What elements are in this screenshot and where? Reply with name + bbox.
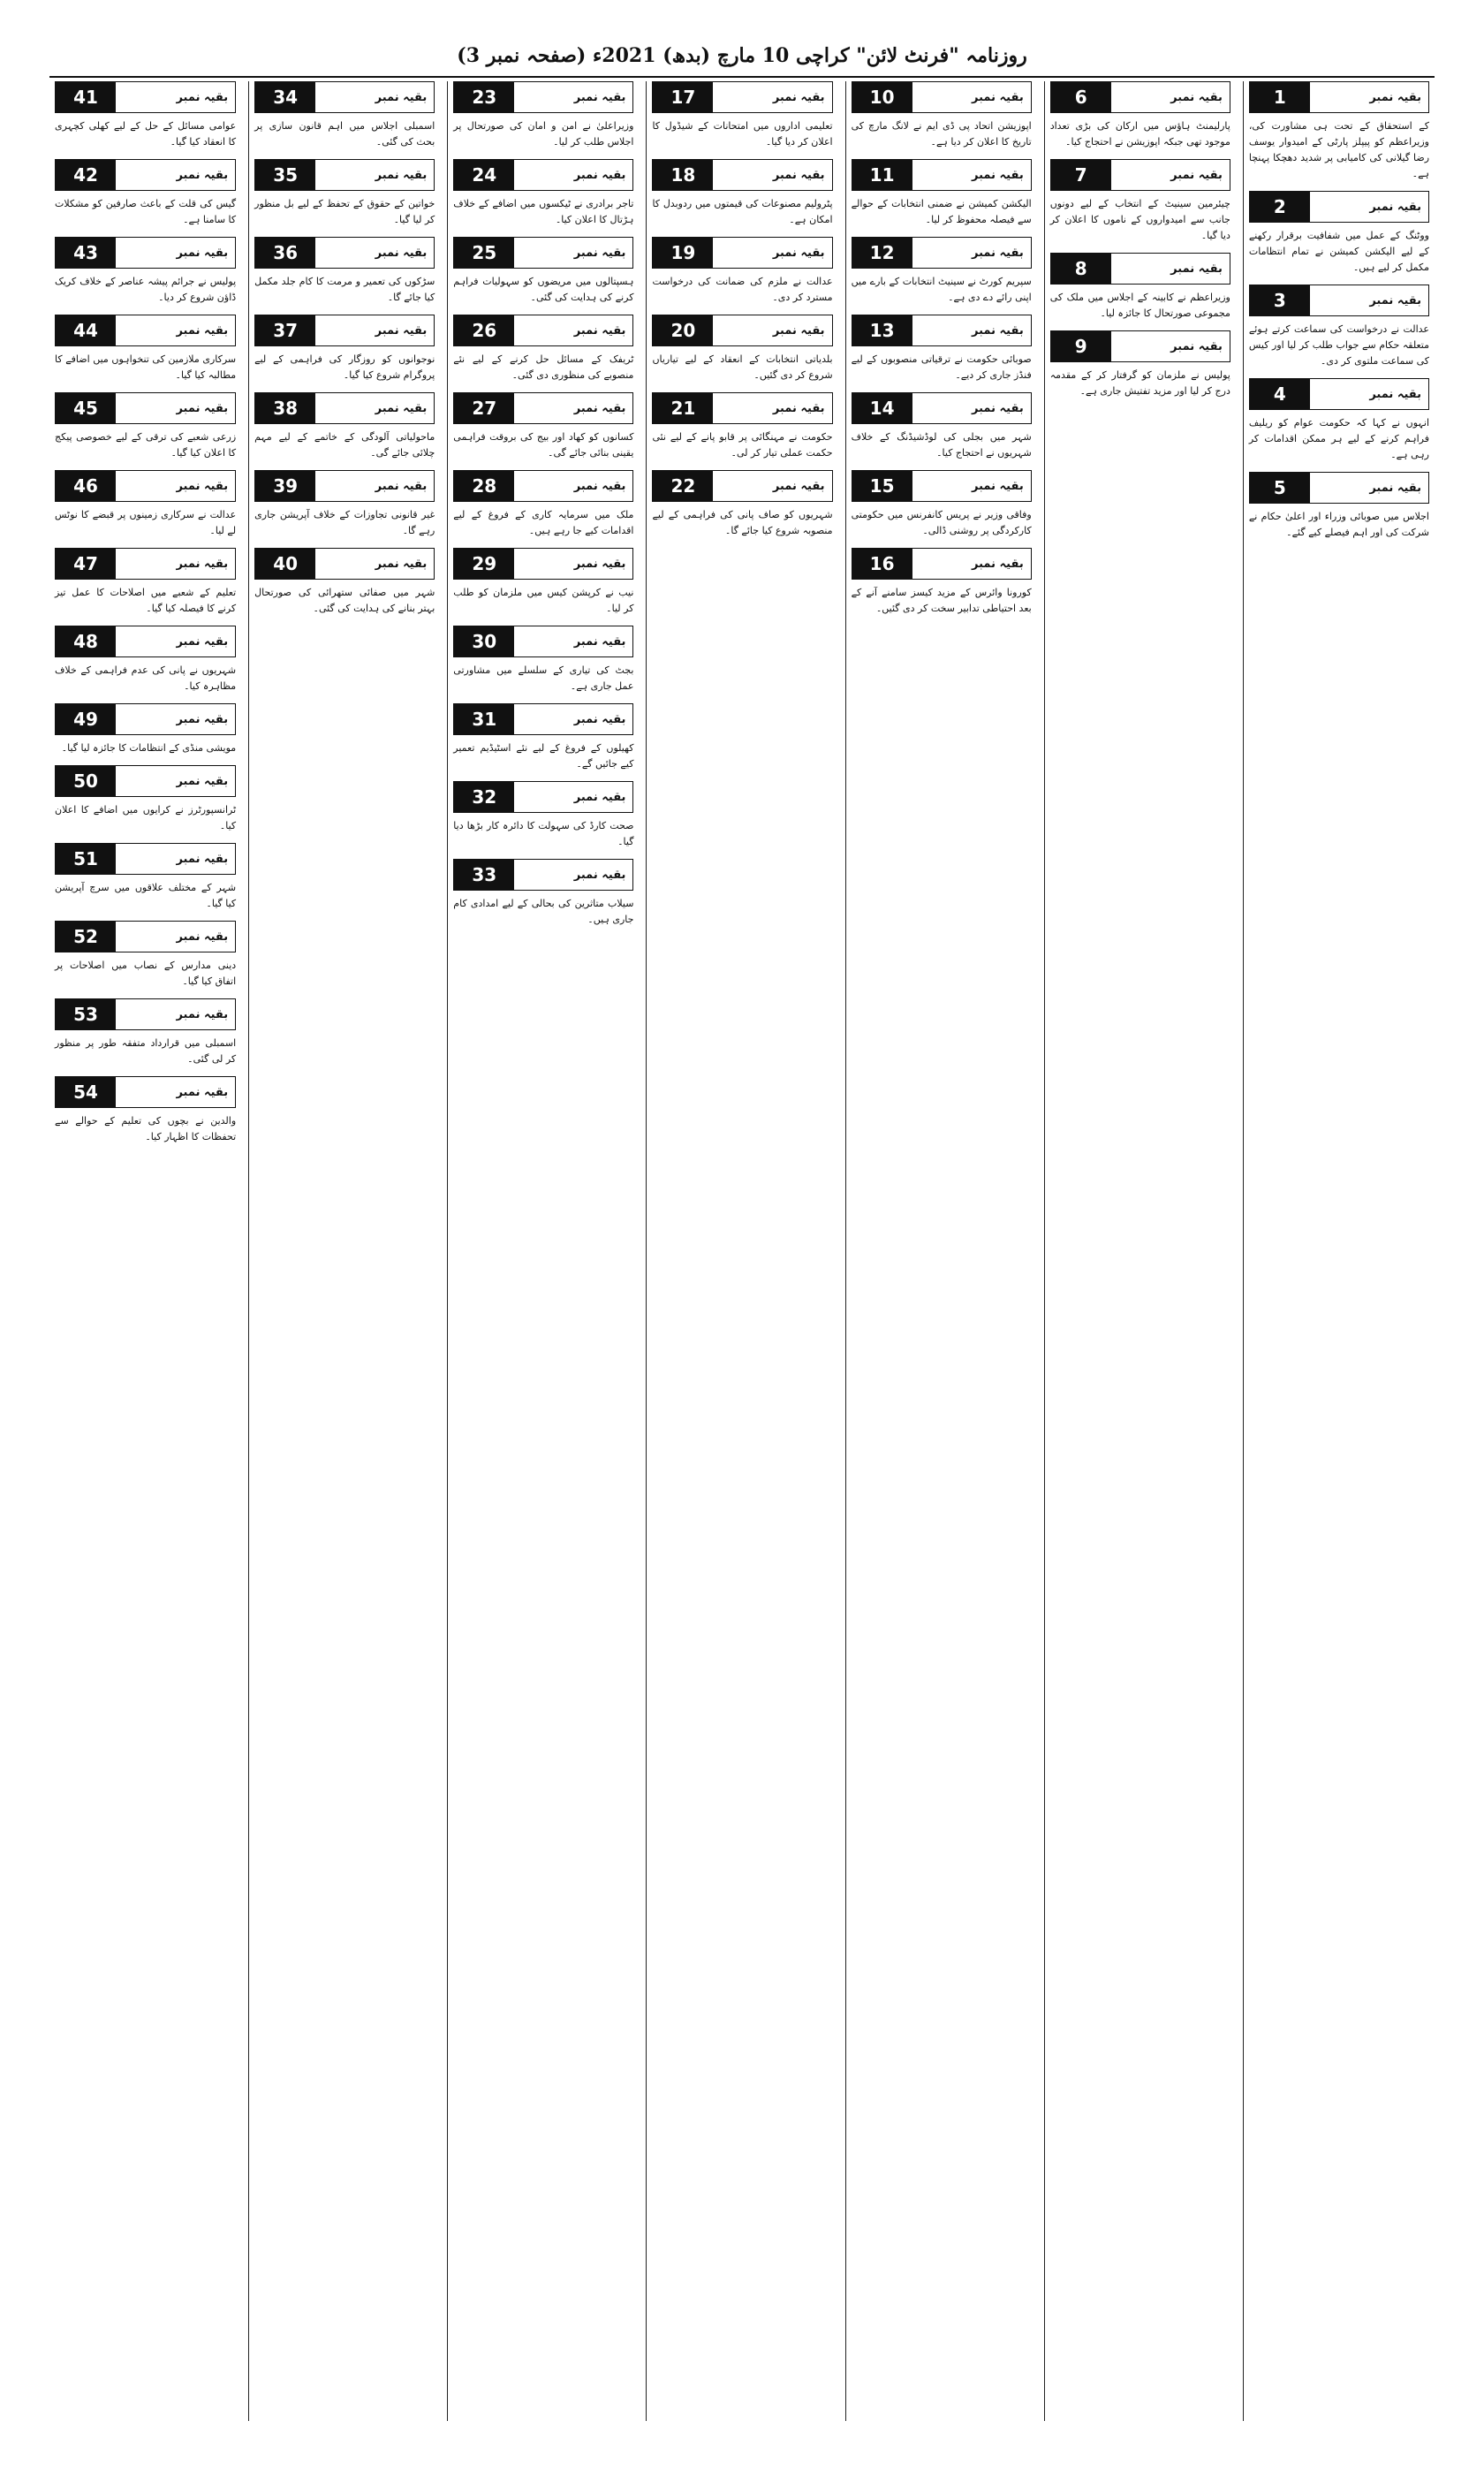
continuation-label: بقیہ نمبر xyxy=(1369,481,1421,495)
continuation-text: اپوزیشن اتحاد پی ڈی ایم نے لانگ مارچ کی تاریخ کا اعلان کر دیا ہے۔ xyxy=(851,120,1032,148)
continuation-header xyxy=(453,81,633,113)
continuation-text: کے استحقاق کے تحت ہی مشاورت کی، وزیراعظم کو پیپلز پارٹی کے امیدوار یوسف رضا گیلانی کی کامیابی پر شدید دھچکا پہنچا ہے۔ xyxy=(1248,120,1429,179)
continuation-label: بقیہ نمبر xyxy=(176,323,229,338)
continuation-header xyxy=(1249,472,1429,504)
continuation-box xyxy=(652,237,832,306)
continuation-header xyxy=(652,81,832,113)
continuation-text: بجٹ کی تیاری کے سلسلے میں مشاورتی عمل جاری ہے۔ xyxy=(453,664,634,692)
continuation-text: عدالت نے درخواست کی سماعت کرتے ہوئے متعلقہ حکام سے جواب طلب کر لیا اور کیس کی سماعت ملتوی کر دی۔ xyxy=(1248,323,1429,367)
continuation-text: وزیراعلیٰ نے امن و امان کی صورتحال پر اجلاس طلب کر لیا۔ xyxy=(453,120,634,148)
continuation-box xyxy=(453,392,633,461)
continuation-box xyxy=(1249,191,1429,276)
continuation-box xyxy=(1249,472,1429,541)
continuation-header xyxy=(254,315,435,346)
continuation-text: عوامی مسائل کے حل کے لیے کھلی کچہری کا انعقاد کیا گیا۔ xyxy=(55,120,237,148)
continuation-header xyxy=(453,781,633,813)
continuation-number: 45 xyxy=(56,393,116,423)
news-column xyxy=(1243,81,1435,2421)
continuation-box xyxy=(1249,378,1429,463)
continuation-text: کھیلوں کے فروغ کے لیے نئے اسٹیڈیم تعمیر کیے جائیں گے۔ xyxy=(453,742,634,770)
continuation-label: بقیہ نمبر xyxy=(573,790,626,804)
continuation-header xyxy=(453,470,633,502)
continuation-box xyxy=(55,703,236,756)
continuation-header xyxy=(852,237,1032,269)
continuation-header xyxy=(55,159,236,191)
continuation-text: صوبائی حکومت نے ترقیاتی منصوبوں کے لیے فنڈز جاری کر دیے۔ xyxy=(851,353,1032,381)
continuation-label: بقیہ نمبر xyxy=(176,246,229,260)
continuation-header xyxy=(254,237,435,269)
continuation-text: کورونا وائرس کے مزید کیسز سامنے آنے کے بعد احتیاطی تدابیر سخت کر دی گئیں۔ xyxy=(851,587,1032,614)
continuation-number: 39 xyxy=(255,471,315,501)
continuation-header xyxy=(1050,330,1230,362)
continuation-label: بقیہ نمبر xyxy=(375,246,428,260)
continuation-text: اسمبلی اجلاس میں اہم قانون سازی پر بحث کی گئی۔ xyxy=(254,120,435,148)
continuation-box xyxy=(55,159,236,228)
continuation-box xyxy=(453,470,633,539)
continuation-number: 14 xyxy=(852,393,912,423)
continuation-header xyxy=(852,548,1032,580)
continuation-text: وفاقی وزیر نے پریس کانفرنس میں حکومتی کارکردگی پر روشنی ڈالی۔ xyxy=(851,509,1032,536)
continuation-number: 53 xyxy=(56,999,116,1029)
page-title: روزنامہ "فرنٹ لائن" کراچی 10 مارچ (بدھ) 2021ء (صفحہ نمبر 3) xyxy=(457,44,1027,67)
continuation-number: 12 xyxy=(852,238,912,268)
continuation-box xyxy=(1050,330,1230,399)
continuation-text: ووٹنگ کے عمل میں شفافیت برقرار رکھنے کے لیے الیکشن کمیشن نے تمام انتظامات مکمل کر لیے ہیں۔ xyxy=(1248,230,1429,273)
continuation-number: 13 xyxy=(852,315,912,345)
continuation-label: بقیہ نمبر xyxy=(573,557,626,571)
continuation-number: 24 xyxy=(454,160,514,190)
continuation-header xyxy=(852,159,1032,191)
continuation-text: کسانوں کو کھاد اور بیج کی بروقت فراہمی یقینی بنائی جائے گی۔ xyxy=(453,431,634,459)
continuation-number: 28 xyxy=(454,471,514,501)
continuation-text: سڑکوں کی تعمیر و مرمت کا کام جلد مکمل کیا جائے گا۔ xyxy=(254,276,435,303)
continuation-label: بقیہ نمبر xyxy=(972,479,1024,493)
continuation-box xyxy=(55,548,236,617)
continuation-box xyxy=(652,315,832,383)
continuation-label: بقیہ نمبر xyxy=(176,634,229,649)
continuation-text: زرعی شعبے کی ترقی کے لیے خصوصی پیکج کا اعلان کیا گیا۔ xyxy=(55,431,237,459)
continuation-box xyxy=(1249,81,1429,182)
continuation-text: شہریوں کو صاف پانی کی فراہمی کے لیے منصوبہ شروع کیا جائے گا۔ xyxy=(652,509,833,536)
continuation-label: بقیہ نمبر xyxy=(1170,168,1223,182)
continuation-text: پولیس نے جرائم پیشہ عناصر کے خلاف کریک ڈاؤن شروع کر دیا۔ xyxy=(55,276,237,303)
continuation-label: بقیہ نمبر xyxy=(176,852,229,866)
continuation-label: بقیہ نمبر xyxy=(176,1007,229,1021)
continuation-number: 11 xyxy=(852,160,912,190)
news-column xyxy=(447,81,639,2421)
continuation-number: 7 xyxy=(1051,160,1111,190)
continuation-label: بقیہ نمبر xyxy=(1170,339,1223,353)
continuation-box xyxy=(852,81,1032,150)
continuation-text: انہوں نے کہا کہ حکومت عوام کو ریلیف فراہم کرنے کے لیے ہر ممکن اقدامات کر رہی ہے۔ xyxy=(1248,417,1429,460)
continuation-number: 19 xyxy=(653,238,713,268)
continuation-text: صحت کارڈ کی سہولت کا دائرہ کار بڑھا دیا گیا۔ xyxy=(453,820,634,847)
continuation-header xyxy=(453,315,633,346)
continuation-box xyxy=(652,159,832,228)
continuation-number: 31 xyxy=(454,704,514,734)
continuation-box xyxy=(55,998,236,1067)
continuation-label: بقیہ نمبر xyxy=(176,168,229,182)
continuation-text: پٹرولیم مصنوعات کی قیمتوں میں ردوبدل کا امکان ہے۔ xyxy=(652,198,833,225)
continuation-text: سرکاری ملازمین کی تنخواہوں میں اضافے کا مطالبہ کیا گیا۔ xyxy=(55,353,237,381)
continuation-number: 15 xyxy=(852,471,912,501)
continuation-number: 5 xyxy=(1250,473,1310,503)
continuation-text: سپریم کورٹ نے سینیٹ انتخابات کے بارے میں اپنی رائے دے دی ہے۔ xyxy=(851,276,1032,303)
continuation-number: 50 xyxy=(56,766,116,796)
continuation-header xyxy=(852,470,1032,502)
continuation-label: بقیہ نمبر xyxy=(176,774,229,788)
continuation-box xyxy=(852,315,1032,383)
continuation-label: بقیہ نمبر xyxy=(375,168,428,182)
continuation-box xyxy=(254,315,435,383)
continuation-label: بقیہ نمبر xyxy=(573,634,626,649)
continuation-header xyxy=(1249,191,1429,223)
continuation-label: بقیہ نمبر xyxy=(573,868,626,882)
continuation-label: بقیہ نمبر xyxy=(375,401,428,415)
continuation-header xyxy=(852,315,1032,346)
continuation-text: شہر میں صفائی ستھرائی کی صورتحال بہتر بنانے کی ہدایت کی گئی۔ xyxy=(254,587,435,614)
continuation-text: ملک میں سرمایہ کاری کے فروغ کے لیے اقدامات کیے جا رہے ہیں۔ xyxy=(453,509,634,536)
continuation-text: شہر میں بجلی کی لوڈشیڈنگ کے خلاف شہریوں نے احتجاج کیا۔ xyxy=(851,431,1032,459)
continuation-label: بقیہ نمبر xyxy=(375,90,428,104)
continuation-text: دینی مدارس کے نصاب میں اصلاحات پر اتفاق کیا گیا۔ xyxy=(55,960,237,987)
continuation-label: بقیہ نمبر xyxy=(375,557,428,571)
continuation-header xyxy=(1050,159,1230,191)
continuation-header xyxy=(453,859,633,891)
continuation-header xyxy=(852,392,1032,424)
continuation-text: پولیس نے ملزمان کو گرفتار کر کے مقدمہ درج کر لیا اور مزید تفتیش جاری ہے۔ xyxy=(1049,369,1230,397)
continuation-header xyxy=(652,315,832,346)
news-column xyxy=(646,81,837,2421)
continuation-box xyxy=(254,81,435,150)
continuation-label: بقیہ نمبر xyxy=(375,323,428,338)
continuation-text: گیس کی قلت کے باعث صارفین کو مشکلات کا سامنا ہے۔ xyxy=(55,198,237,225)
continuation-text: الیکشن کمیشن نے ضمنی انتخابات کے حوالے سے فیصلہ محفوظ کر لیا۔ xyxy=(851,198,1032,225)
continuation-text: وزیراعظم نے کابینہ کے اجلاس میں ملک کی مجموعی صورتحال کا جائزہ لیا۔ xyxy=(1049,292,1230,319)
continuation-header xyxy=(55,843,236,875)
continuation-text: اسمبلی میں قرارداد متفقہ طور پر منظور کر لی گئی۔ xyxy=(55,1037,237,1065)
continuation-box xyxy=(55,470,236,539)
continuation-box xyxy=(55,1076,236,1145)
continuation-label: بقیہ نمبر xyxy=(573,323,626,338)
continuation-box xyxy=(1050,159,1230,244)
continuation-box xyxy=(1050,81,1230,150)
continuation-header xyxy=(55,315,236,346)
continuation-number: 37 xyxy=(255,315,315,345)
continuation-number: 33 xyxy=(454,860,514,890)
continuation-header xyxy=(55,1076,236,1108)
continuation-label: بقیہ نمبر xyxy=(972,557,1024,571)
continuation-number: 26 xyxy=(454,315,514,345)
header-divider xyxy=(49,76,1435,78)
continuation-text: شہر کے مختلف علاقوں میں سرچ آپریشن کیا گیا۔ xyxy=(55,882,237,909)
continuation-label: بقیہ نمبر xyxy=(972,246,1024,260)
continuation-box xyxy=(453,703,633,772)
news-column xyxy=(1044,81,1236,2421)
news-column xyxy=(845,81,1037,2421)
continuation-box xyxy=(453,548,633,617)
continuation-number: 44 xyxy=(56,315,116,345)
continuation-number: 16 xyxy=(852,549,912,579)
continuation-text: سیلاب متاثرین کی بحالی کے لیے امدادی کام جاری ہیں۔ xyxy=(453,898,634,925)
continuation-header xyxy=(55,548,236,580)
continuation-text: نیب نے کرپشن کیس میں ملزمان کو طلب کر لیا۔ xyxy=(453,587,634,614)
continuation-header xyxy=(254,81,435,113)
continuation-text: ہسپتالوں میں مریضوں کو سہولیات فراہم کرنے کی ہدایت کی گئی۔ xyxy=(453,276,634,303)
continuation-label: بقیہ نمبر xyxy=(1170,262,1223,276)
continuation-header xyxy=(1249,81,1429,113)
continuation-number: 47 xyxy=(56,549,116,579)
continuation-text: غیر قانونی تجاوزات کے خلاف آپریشن جاری رہے گا۔ xyxy=(254,509,435,536)
continuation-box xyxy=(254,159,435,228)
continuation-text: عدالت نے ملزم کی ضمانت کی درخواست مسترد کر دی۔ xyxy=(652,276,833,303)
continuation-box xyxy=(453,237,633,306)
continuation-text: مویشی منڈی کے انتظامات کا جائزہ لیا گیا۔ xyxy=(61,742,237,754)
continuation-header xyxy=(55,703,236,735)
continuation-number: 36 xyxy=(255,238,315,268)
continuation-header xyxy=(652,159,832,191)
continuation-header xyxy=(1050,81,1230,113)
continuation-box xyxy=(55,626,236,694)
continuation-box xyxy=(852,470,1032,539)
continuation-box xyxy=(652,470,832,539)
continuation-number: 6 xyxy=(1051,82,1111,112)
continuation-label: بقیہ نمبر xyxy=(176,930,229,944)
continuation-text: چیئرمین سینیٹ کے انتخاب کے لیے دونوں جانب سے امیدواروں کے ناموں کا اعلان کر دیا گیا۔ xyxy=(1049,198,1230,241)
continuation-label: بقیہ نمبر xyxy=(176,401,229,415)
continuation-header xyxy=(254,548,435,580)
continuation-number: 17 xyxy=(653,82,713,112)
continuation-header xyxy=(55,921,236,952)
continuation-number: 40 xyxy=(255,549,315,579)
columns-container xyxy=(49,81,1435,2421)
continuation-label: بقیہ نمبر xyxy=(573,712,626,726)
continuation-header xyxy=(55,81,236,113)
continuation-label: بقیہ نمبر xyxy=(972,323,1024,338)
continuation-box xyxy=(453,315,633,383)
continuation-text: تاجر برادری نے ٹیکسوں میں اضافے کے خلاف ہڑتال کا اعلان کیا۔ xyxy=(453,198,634,225)
continuation-box xyxy=(453,159,633,228)
continuation-label: بقیہ نمبر xyxy=(1369,90,1421,104)
continuation-label: بقیہ نمبر xyxy=(772,401,825,415)
continuation-label: بقیہ نمبر xyxy=(176,1085,229,1099)
continuation-box xyxy=(1249,285,1429,369)
continuation-header xyxy=(453,392,633,424)
continuation-text: خواتین کے حقوق کے تحفظ کے لیے بل منظور کر لیا گیا۔ xyxy=(254,198,435,225)
continuation-header xyxy=(652,470,832,502)
continuation-number: 27 xyxy=(454,393,514,423)
continuation-label: بقیہ نمبر xyxy=(176,557,229,571)
continuation-number: 35 xyxy=(255,160,315,190)
continuation-label: بقیہ نمبر xyxy=(772,90,825,104)
continuation-number: 48 xyxy=(56,626,116,656)
continuation-number: 30 xyxy=(454,626,514,656)
continuation-box xyxy=(453,859,633,928)
continuation-number: 8 xyxy=(1051,254,1111,284)
continuation-text: ماحولیاتی آلودگی کے خاتمے کے لیے مہم چلائی جائے گی۔ xyxy=(254,431,435,459)
continuation-text: ٹرانسپورٹرز نے کرایوں میں اضافے کا اعلان کیا۔ xyxy=(55,804,237,831)
continuation-number: 46 xyxy=(56,471,116,501)
continuation-number: 52 xyxy=(56,922,116,952)
continuation-text: شہریوں نے پانی کی عدم فراہمی کے خلاف مظاہرہ کیا۔ xyxy=(55,664,237,692)
continuation-box xyxy=(55,315,236,383)
continuation-label: بقیہ نمبر xyxy=(972,401,1024,415)
continuation-number: 32 xyxy=(454,782,514,812)
continuation-label: بقیہ نمبر xyxy=(573,246,626,260)
continuation-box xyxy=(453,626,633,694)
continuation-number: 2 xyxy=(1250,192,1310,222)
continuation-box xyxy=(852,392,1032,461)
continuation-box xyxy=(55,765,236,834)
continuation-label: بقیہ نمبر xyxy=(972,90,1024,104)
continuation-header xyxy=(652,392,832,424)
news-column xyxy=(248,81,440,2421)
continuation-box xyxy=(254,237,435,306)
continuation-label: بقیہ نمبر xyxy=(375,479,428,493)
continuation-box xyxy=(652,392,832,461)
continuation-number: 43 xyxy=(56,238,116,268)
continuation-label: بقیہ نمبر xyxy=(772,323,825,338)
continuation-text: عدالت نے سرکاری زمینوں پر قبضے کا نوٹس لے لیا۔ xyxy=(55,509,237,536)
continuation-header xyxy=(652,237,832,269)
continuation-header xyxy=(453,237,633,269)
continuation-label: بقیہ نمبر xyxy=(1369,200,1421,214)
continuation-number: 23 xyxy=(454,82,514,112)
continuation-number: 4 xyxy=(1250,379,1310,409)
continuation-header xyxy=(55,470,236,502)
continuation-label: بقیہ نمبر xyxy=(573,168,626,182)
continuation-box xyxy=(55,843,236,912)
continuation-label: بقیہ نمبر xyxy=(573,479,626,493)
continuation-box xyxy=(55,81,236,150)
continuation-box xyxy=(852,237,1032,306)
continuation-header xyxy=(254,392,435,424)
continuation-label: بقیہ نمبر xyxy=(972,168,1024,182)
continuation-number: 51 xyxy=(56,844,116,874)
continuation-text: بلدیاتی انتخابات کے انعقاد کے لیے تیاریاں شروع کر دی گئیں۔ xyxy=(652,353,833,381)
continuation-text: والدین نے بچوں کی تعلیم کے حوالے سے تحفظات کا اظہار کیا۔ xyxy=(55,1115,237,1142)
continuation-box xyxy=(453,81,633,150)
continuation-label: بقیہ نمبر xyxy=(176,712,229,726)
continuation-header xyxy=(453,626,633,657)
continuation-box xyxy=(852,159,1032,228)
continuation-number: 41 xyxy=(56,82,116,112)
continuation-text: تعلیمی اداروں میں امتحانات کے شیڈول کا اعلان کر دیا گیا۔ xyxy=(652,120,833,148)
continuation-box xyxy=(254,392,435,461)
continuation-number: 34 xyxy=(255,82,315,112)
continuation-label: بقیہ نمبر xyxy=(573,401,626,415)
continuation-box xyxy=(55,237,236,306)
continuation-number: 3 xyxy=(1250,285,1310,315)
continuation-box xyxy=(453,781,633,850)
continuation-box xyxy=(254,470,435,539)
continuation-box xyxy=(55,921,236,990)
continuation-header xyxy=(254,159,435,191)
continuation-header xyxy=(55,626,236,657)
continuation-label: بقیہ نمبر xyxy=(1369,293,1421,307)
continuation-number: 9 xyxy=(1051,331,1111,361)
continuation-number: 22 xyxy=(653,471,713,501)
continuation-header xyxy=(453,703,633,735)
page-header xyxy=(53,37,1431,74)
continuation-label: بقیہ نمبر xyxy=(573,90,626,104)
continuation-label: بقیہ نمبر xyxy=(1369,387,1421,401)
continuation-text: حکومت نے مہنگائی پر قابو پانے کے لیے نئی حکمت عملی تیار کر لی۔ xyxy=(652,431,833,459)
continuation-text: تعلیم کے شعبے میں اصلاحات کا عمل تیز کرنے کا فیصلہ کیا گیا۔ xyxy=(55,587,237,614)
continuation-header xyxy=(1249,285,1429,316)
continuation-box xyxy=(1050,253,1230,322)
continuation-header xyxy=(453,548,633,580)
continuation-header xyxy=(55,237,236,269)
continuation-box xyxy=(652,81,832,150)
continuation-number: 21 xyxy=(653,393,713,423)
continuation-header xyxy=(1249,378,1429,410)
continuation-number: 25 xyxy=(454,238,514,268)
continuation-label: بقیہ نمبر xyxy=(772,168,825,182)
news-column xyxy=(49,81,241,2421)
continuation-label: بقیہ نمبر xyxy=(1170,90,1223,104)
continuation-number: 18 xyxy=(653,160,713,190)
continuation-number: 1 xyxy=(1250,82,1310,112)
continuation-label: بقیہ نمبر xyxy=(176,479,229,493)
continuation-text: پارلیمنٹ ہاؤس میں ارکان کی بڑی تعداد موجود تھی جبکہ اپوزیشن نے احتجاج کیا۔ xyxy=(1049,120,1230,148)
continuation-number: 42 xyxy=(56,160,116,190)
continuation-header xyxy=(55,765,236,797)
continuation-text: ٹریفک کے مسائل حل کرنے کے لیے نئے منصوبے کی منظوری دی گئی۔ xyxy=(453,353,634,381)
continuation-label: بقیہ نمبر xyxy=(176,90,229,104)
continuation-box xyxy=(852,548,1032,617)
continuation-header xyxy=(254,470,435,502)
continuation-label: بقیہ نمبر xyxy=(772,246,825,260)
continuation-box xyxy=(254,548,435,617)
continuation-header xyxy=(453,159,633,191)
continuation-label: بقیہ نمبر xyxy=(772,479,825,493)
continuation-number: 38 xyxy=(255,393,315,423)
continuation-number: 49 xyxy=(56,704,116,734)
continuation-number: 54 xyxy=(56,1077,116,1107)
continuation-header xyxy=(1050,253,1230,285)
continuation-number: 10 xyxy=(852,82,912,112)
continuation-header xyxy=(55,998,236,1030)
continuation-header xyxy=(55,392,236,424)
continuation-text: نوجوانوں کو روزگار کی فراہمی کے لیے پروگرام شروع کیا گیا۔ xyxy=(254,353,435,381)
continuation-box xyxy=(55,392,236,461)
continuation-header xyxy=(852,81,1032,113)
continuation-number: 20 xyxy=(653,315,713,345)
continuation-text: اجلاس میں صوبائی وزراء اور اعلیٰ حکام نے شرکت کی اور اہم فیصلے کیے گئے۔ xyxy=(1248,511,1429,538)
continuation-number: 29 xyxy=(454,549,514,579)
